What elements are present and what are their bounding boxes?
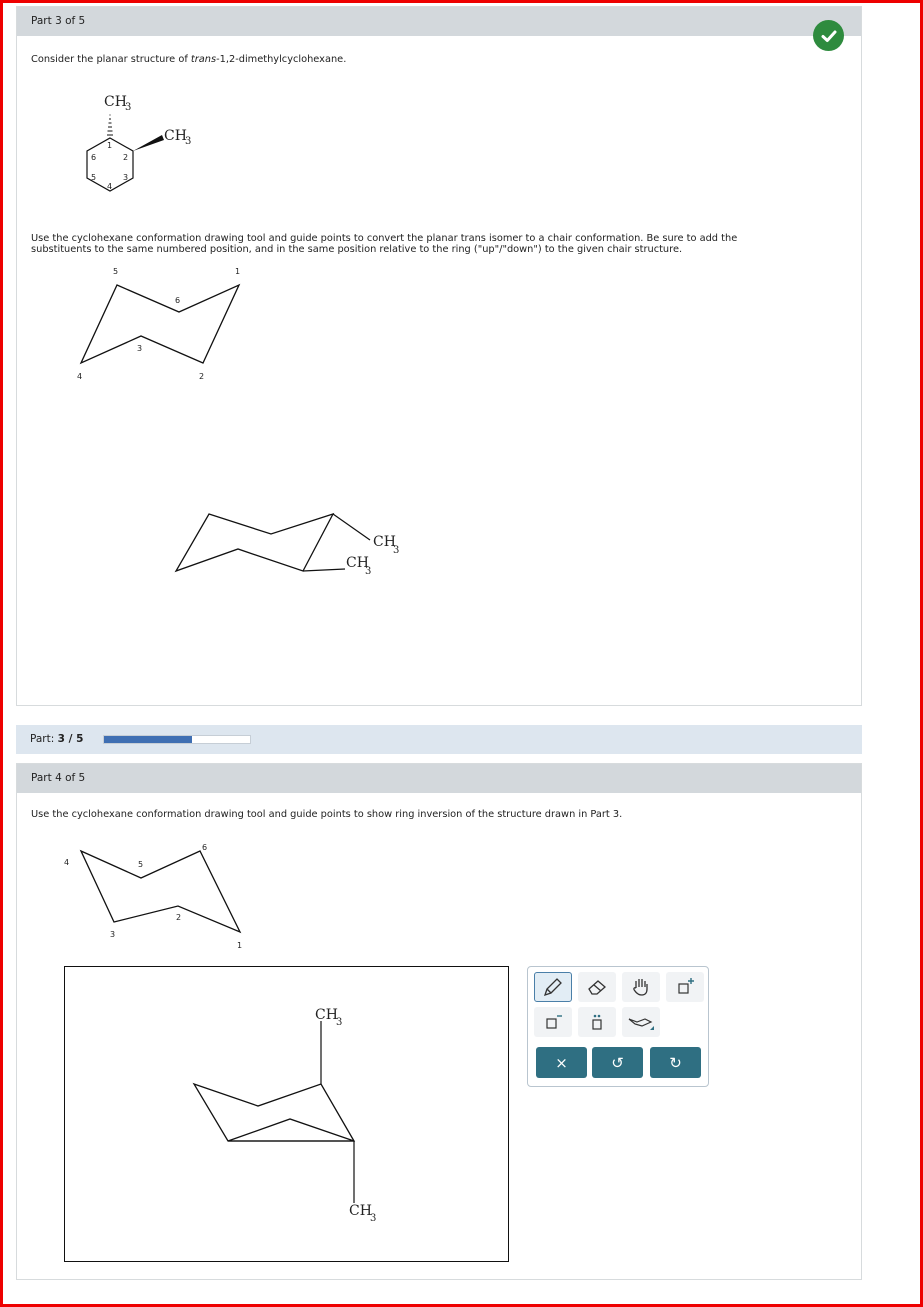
clear-button[interactable]: × [536,1047,587,1078]
remove-box-icon [541,1010,565,1034]
planar-label-3: 3 [123,173,129,182]
add-box-tool[interactable] [666,972,704,1002]
chair4-label-5: 5 [138,860,144,869]
pencil-tool[interactable] [534,972,572,1002]
chair4-label-6: 6 [202,843,208,852]
eraser-icon [585,975,609,999]
drawing-canvas[interactable] [64,966,509,1262]
drawing-toolbar [527,966,709,1087]
canvas-ch3-top-sub: 3 [336,1017,343,1028]
part3-intro [31,54,346,65]
instructions-line-2: substituents to the same numbered position, and in the same position relative to the ring ("up"/"down") to the given chair structure. [31,244,683,255]
chair4-label-4: 4 [64,858,70,867]
progress-label [30,725,83,754]
progress-fill [104,736,192,743]
chair3-label-6: 6 [175,296,181,305]
planar-label-6: 6 [91,153,97,162]
hand-icon [629,975,653,999]
bold-wedge [133,135,164,151]
answer-chair-part3 [170,500,410,590]
chair3-label-2: 2 [199,372,205,381]
eraser-tool[interactable] [578,972,616,1002]
planar-structure [70,88,210,208]
ch3-top: CH [104,94,127,110]
progress-track [103,735,251,744]
remove-box-tool[interactable] [534,1007,572,1037]
canvas-drawing [65,967,508,1261]
lone-pair-icon [585,1010,609,1034]
chair3-label-3: 3 [137,344,143,353]
chair4-label-2: 2 [176,913,182,922]
answer-ch3-b: CH [346,555,369,571]
hand-tool[interactable] [622,972,660,1002]
lone-pair-tool[interactable] [578,1007,616,1037]
undo-button[interactable]: ↺ [592,1047,643,1078]
pencil-icon [541,975,565,999]
guide-chair-ring [81,285,239,363]
answer-chair-ring [176,514,333,571]
hashed-wedge [107,115,113,135]
progress-prefix: Part: [30,733,55,745]
intro-suffix: -1,2-dimethylcyclohexane. [216,54,347,65]
planar-label-2: 2 [123,153,129,162]
guide-chair4-ring [81,851,240,932]
axial-bond-c2 [333,514,370,540]
answer-ch3-b-sub: 3 [365,566,372,577]
answer-ch3-a: CH [373,534,396,550]
part4-instructions: Use the cyclohexane conformation drawing tool and guide points to show ring inversion of the structure drawn in Part 3. [31,809,623,820]
answer-ch3-a-sub: 3 [393,545,400,556]
canvas-chair-ring-inner [228,1119,354,1141]
part3-instructions [31,233,851,255]
canvas-ch3-bottom-sub: 3 [370,1213,377,1224]
ch3-right-sub: 3 [185,136,192,147]
redo-button[interactable]: ↻ [650,1047,701,1078]
ch3-top-sub: 3 [125,102,132,113]
chair3-label-4: 4 [77,372,83,381]
progress-bar [16,725,862,754]
instructions-line-1: Use the cyclohexane conformation drawing tool and guide points to convert the planar trans isomer to a chair conformation. Be sure to add the [31,233,738,244]
equatorial-bond-c1 [303,569,345,571]
chair-template-tool[interactable] [622,1007,660,1037]
part4-header: Part 4 of 5 [17,764,861,793]
chair-template-icon [626,1010,656,1034]
intro-italic: trans [190,54,217,65]
progress-value: 3 / 5 [57,733,84,745]
add-box-icon [673,975,697,999]
guide-chair-part3 [60,260,260,390]
chair4-label-3: 3 [110,930,116,939]
ch3-right: CH [164,128,187,144]
planar-label-5: 5 [91,173,97,182]
intro-prefix: Consider the planar structure of [31,54,191,65]
planar-label-4: 4 [107,182,113,191]
chair3-label-1: 1 [235,267,241,276]
canvas-ch3-top: CH [315,1007,338,1023]
planar-label-1: 1 [107,141,113,150]
guide-chair-part4 [55,838,255,956]
chair4-label-1: 1 [237,941,243,950]
canvas-ch3-bottom: CH [349,1203,372,1219]
correct-check-icon [813,20,844,51]
part3-header: Part 3 of 5 [17,7,861,36]
chair3-label-5: 5 [113,267,119,276]
